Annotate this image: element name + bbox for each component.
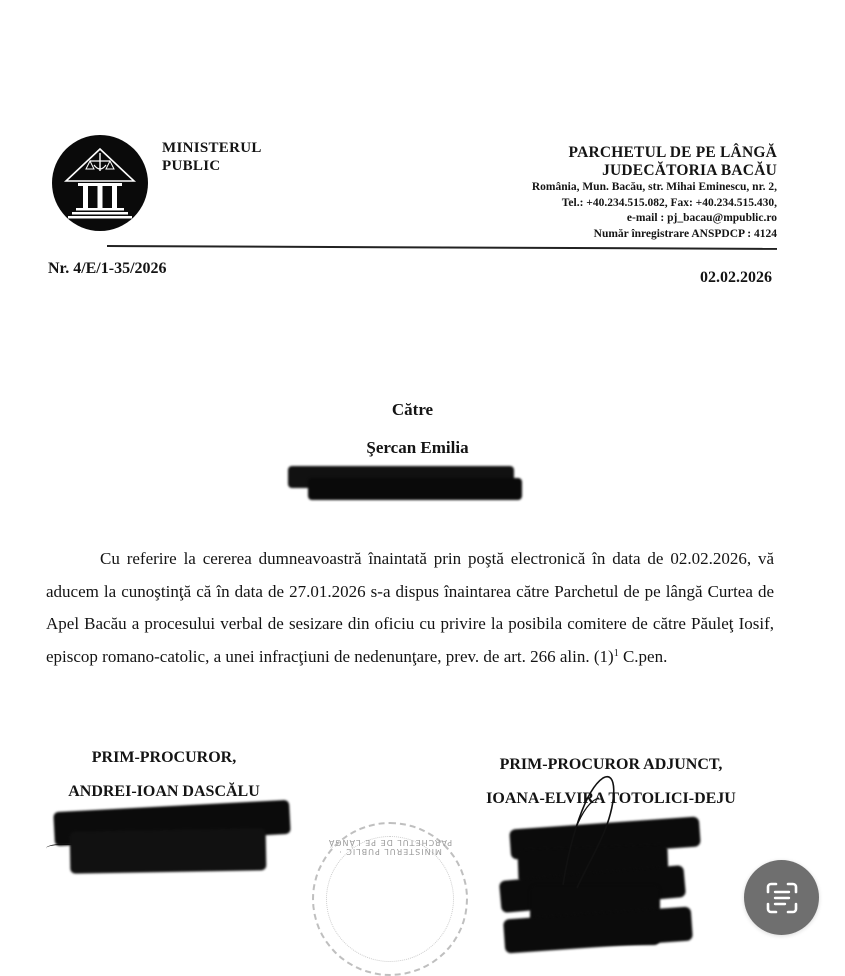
institution-title-line-1: PARCHETUL DE PE LÂNGĂ xyxy=(568,144,777,161)
redacted-signature-left xyxy=(42,800,292,880)
institution-header xyxy=(532,144,777,242)
redaction-bar xyxy=(70,828,267,873)
body-paragraph xyxy=(46,543,774,673)
temple-scales-emblem-icon xyxy=(52,135,148,231)
institution-title-line-2: JUDECĂTORIA BACĂU xyxy=(602,162,777,179)
ministry-line-2: PUBLIC xyxy=(162,158,221,174)
stamp-text: MINISTERUL PUBLIC · PARCHETUL DE PE LÂNGĂ xyxy=(327,838,453,856)
institution-email: e-mail : pj_bacau@mpublic.ro xyxy=(626,212,777,224)
official-stamp xyxy=(312,822,468,976)
signer-right-title: PRIM-PROCUROR ADJUNCT, xyxy=(499,756,723,773)
body-paragraph-text: Cu referire la cererea dumneavoastră înaintată prin poştă electronică în data de 02.02.2026, vă aducem la cunoştinţă că în data de 27.01.2026 s-a dispus înaintarea către Parchetul de pe lângă Curtea de Apel Bacău a procesului verbal de sesizare din oficiu cu privire la posibila comitere de către Păuleţ Iosif, episcop romano-catolic, a unei infracţiuni de nedenunţare, prev. de art. 266 alin. (1) xyxy=(46,549,774,666)
signer-right-name: IOANA-ELVIRA TOTOLICI-DEJU xyxy=(486,790,736,807)
signer-left-name: ANDREI-IOAN DASCĂLU xyxy=(68,783,260,800)
ministry-logo xyxy=(52,135,148,231)
addressee-name: Şercan Emilia xyxy=(366,438,469,457)
addressee-to-label: Către xyxy=(391,400,434,419)
document-number: Nr. 4/E/1-35/2026 xyxy=(48,260,167,277)
redaction-bar xyxy=(308,478,522,500)
signer-left-title: PRIM-PROCUROR, xyxy=(91,749,237,766)
institution-address: România, Mun. Bacău, str. Mihai Eminescu, nr. 2, xyxy=(531,181,777,193)
letter-body xyxy=(46,543,774,673)
addressee-block xyxy=(0,398,845,474)
scan-text-icon xyxy=(764,880,800,916)
article-superscript: 1 xyxy=(613,647,619,659)
ministry-line-1: MINISTERUL xyxy=(162,140,262,156)
signature-stroke xyxy=(555,770,625,890)
institution-phone-fax: Tel.: +40.234.515.082, Fax: +40.234.515.430, xyxy=(561,196,777,209)
ministry-name xyxy=(162,139,262,175)
institution-registration: Număr înregistrare ANSPDCP : 4124 xyxy=(593,227,777,240)
body-paragraph-tail: C.pen. xyxy=(618,646,668,666)
redacted-email xyxy=(288,466,524,500)
header-divider xyxy=(107,245,777,250)
document-date: 02.02.2026 xyxy=(700,269,772,286)
scan-text-button[interactable] xyxy=(744,860,819,935)
